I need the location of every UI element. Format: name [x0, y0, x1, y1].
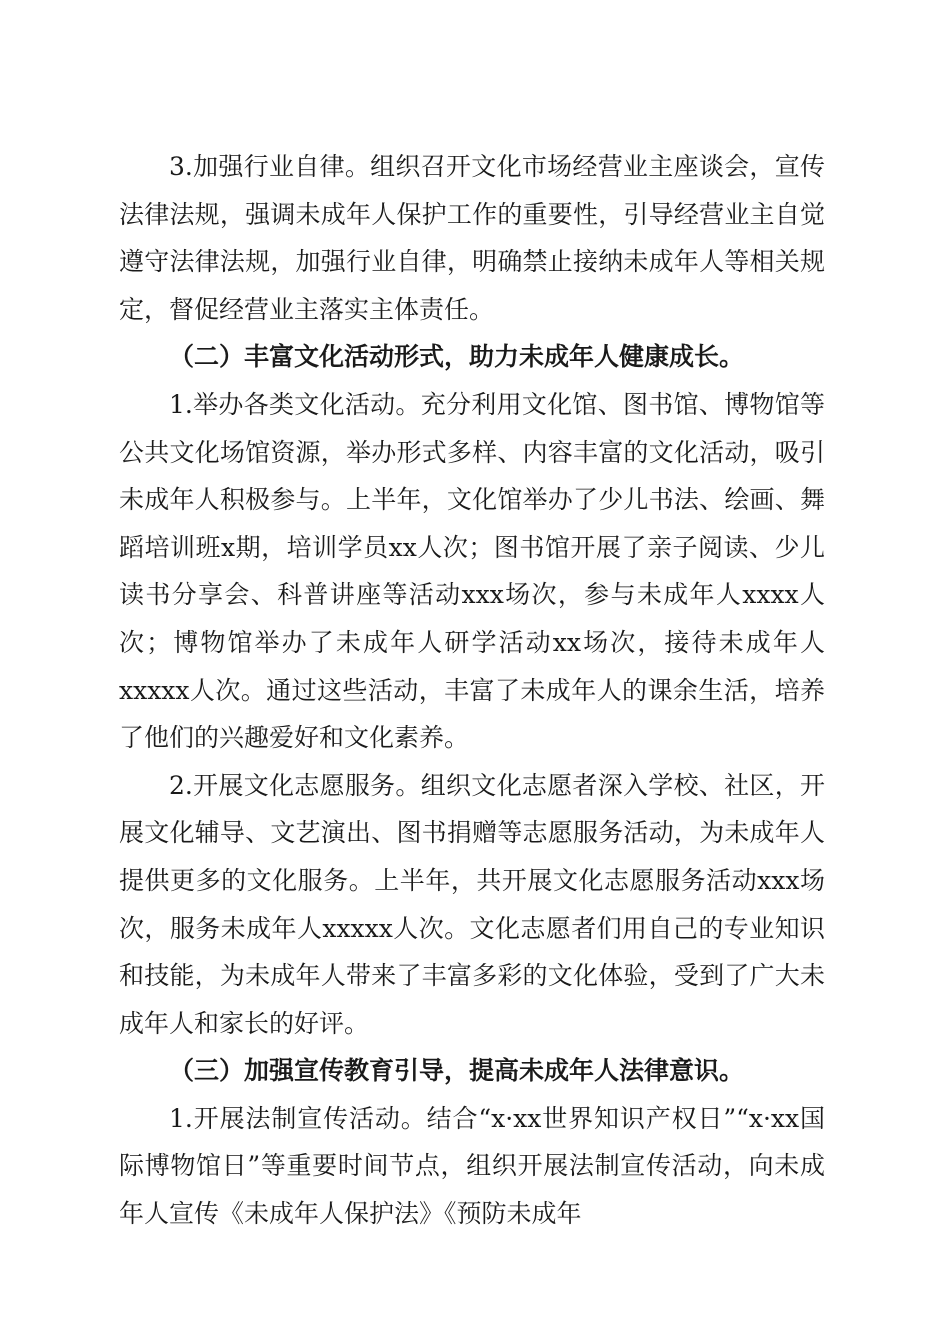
- section-heading-3: （三）加强宣传教育引导，提高未成年人法律意识。: [169, 1056, 745, 1086]
- paragraph-cultural-activities: 1.举办各类文化活动。充分利用文化馆、图书馆、博物馆等公共文化场馆资源，举办形式多样、内容丰富的文化活动，吸引未成年人积极参与。上半年，文化馆举办了少儿书法、绘画、舞蹈培训班x期，培训学员xx人次；图书馆开展了亲子阅读、少儿读书分享会、科普讲座等活动xxx场次，参与未成年人xxxx人次；博物馆举办了未成年人研学活动xx场次，接待未成年人xxxxx人次。通过这些活动，丰富了未成年人的课余生活，培养了他们的兴趣爱好和文化素养。: [119, 389, 825, 753]
- paragraph-legal-publicity: 1.开展法制宣传活动。结合“x·xx世界知识产权日”“x·xx国际博物馆日”等重要时间节点，组织开展法制宣传活动，向未成年人宣传《未成年人保护法》《预防未成年: [119, 1103, 825, 1229]
- section-heading-2: （二）丰富文化活动形式，助力未成年人健康成长。: [169, 342, 745, 372]
- paragraph-volunteer-service: 2.开展文化志愿服务。组织文化志愿者深入学校、社区，开展文化辅导、文艺演出、图书捐赠等志愿服务活动，为未成年人提供更多的文化服务。上半年，共开展文化志愿服务活动xxx场次，服务未成年人xxxxx人次。文化志愿者们用自己的专业知识和技能，为未成年人带来了丰富多彩的文化体验，受到了广大未成年人和家长的好评。: [119, 770, 825, 1038]
- paragraph-industry-self-discipline: 3.加强行业自律。组织召开文化市场经营业主座谈会，宣传法律法规，强调未成年人保护工作的重要性，引导经营业主自觉遵守法律法规，加强行业自律，明确禁止接纳未成年人等相关规定，督促经营业主落实主体责任。: [119, 152, 825, 324]
- document-body: [119, 143, 825, 1238]
